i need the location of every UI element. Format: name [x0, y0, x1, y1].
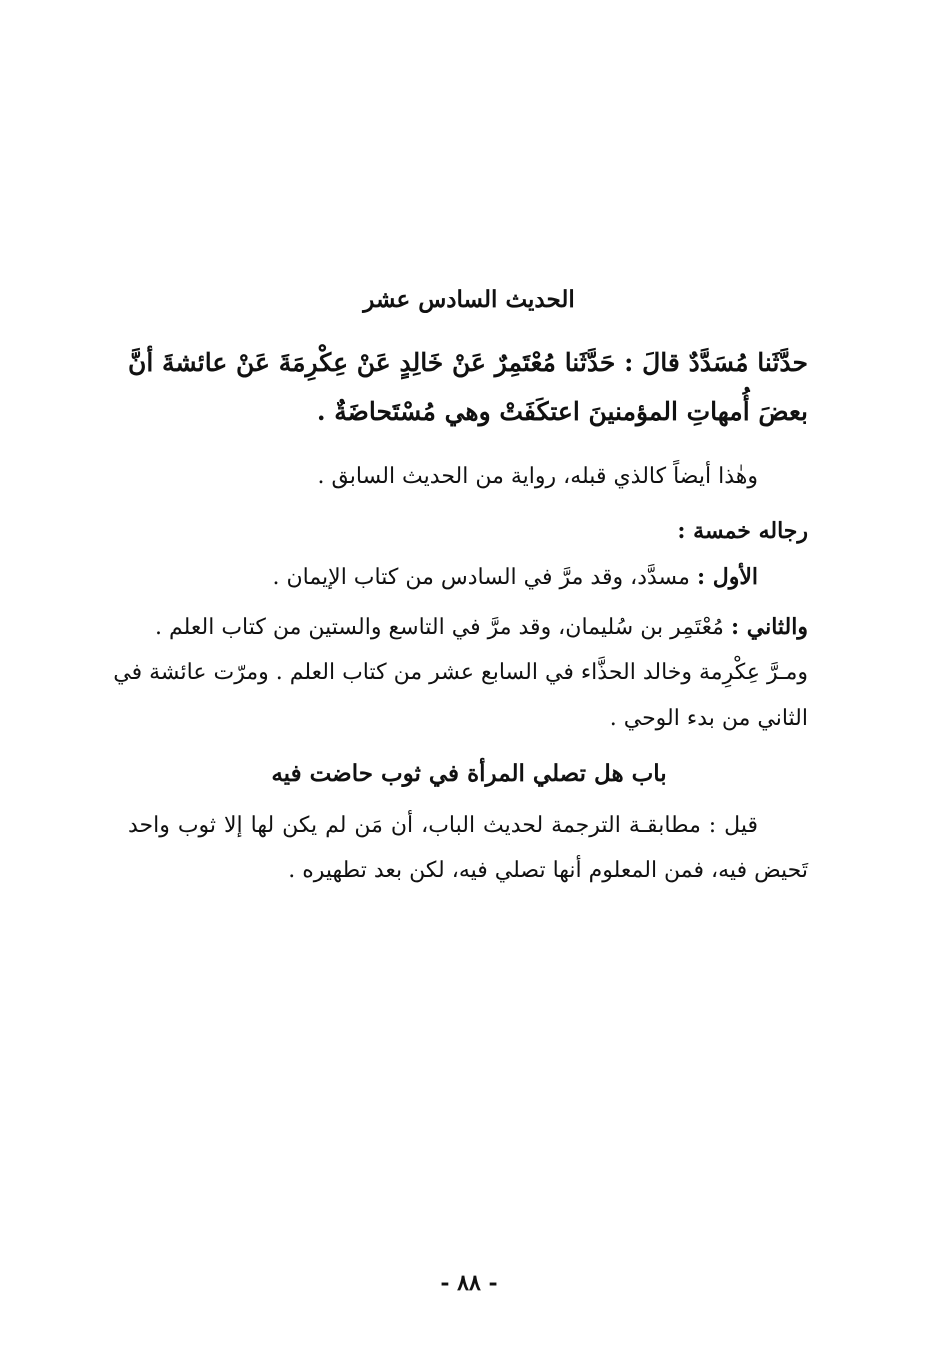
others-line-2: الثاني من بدء الوحي . — [609, 706, 808, 731]
bab-heading: باب هل تصلي المرأة في ثوب حاضت فيه — [271, 760, 667, 787]
hadith-text-line-1: حدَّثَنا مُسَدَّدٌ قالَ : حَدَّثَنا مُعْتَمِرٌ عَنْ خَالِدٍ عَنْ عِكْرِمَةَ عَنْ عائشةَ أنَّ — [128, 348, 808, 377]
intro-line: وهٰذا أيضاً كالذي قبله، رواية من الحديث السابق . — [317, 464, 758, 489]
narrator-second-label: والثاني : — [730, 614, 808, 640]
narrator-second-text: مُعْتَمِر بن سُليمان، وقد مرَّ في التاسع والستين من كتاب العلم . — [154, 615, 731, 640]
hadith-text-line-2: بعضَ أُمهاتِ المؤمنينَ اعتكَفَتْ وهي مُسْتَحاضَةٌ . — [316, 397, 808, 426]
narrator-first-text: مسدَّد، وقد مرَّ في السادس من كتاب الإيمان . — [272, 565, 697, 590]
narrators-label: رجاله خمسة : — [677, 518, 808, 544]
hadith-heading: الحديث السادس عشر — [363, 286, 575, 313]
narrator-first-label: الأول : — [696, 564, 758, 590]
bab-text-line-2: تَحيض فيه، فمن المعلوم أنها تصلي فيه، لكن بعد تطهيره . — [288, 858, 808, 883]
narrator-second — [155, 614, 808, 640]
narrator-first — [272, 564, 758, 590]
others-line-1: ومـرَّ عِكْرِمة وخالد الحذَّاء في السابع عشر من كتاب العلم . ومرّت عائشة في — [113, 660, 808, 685]
page-number: - ٨٨ - — [440, 1270, 498, 1296]
bab-text-line-1: قيل : مطابقـة الترجمة لحديث الباب، أن مَن لم يكن لها إلا ثوب واحد — [128, 813, 758, 838]
